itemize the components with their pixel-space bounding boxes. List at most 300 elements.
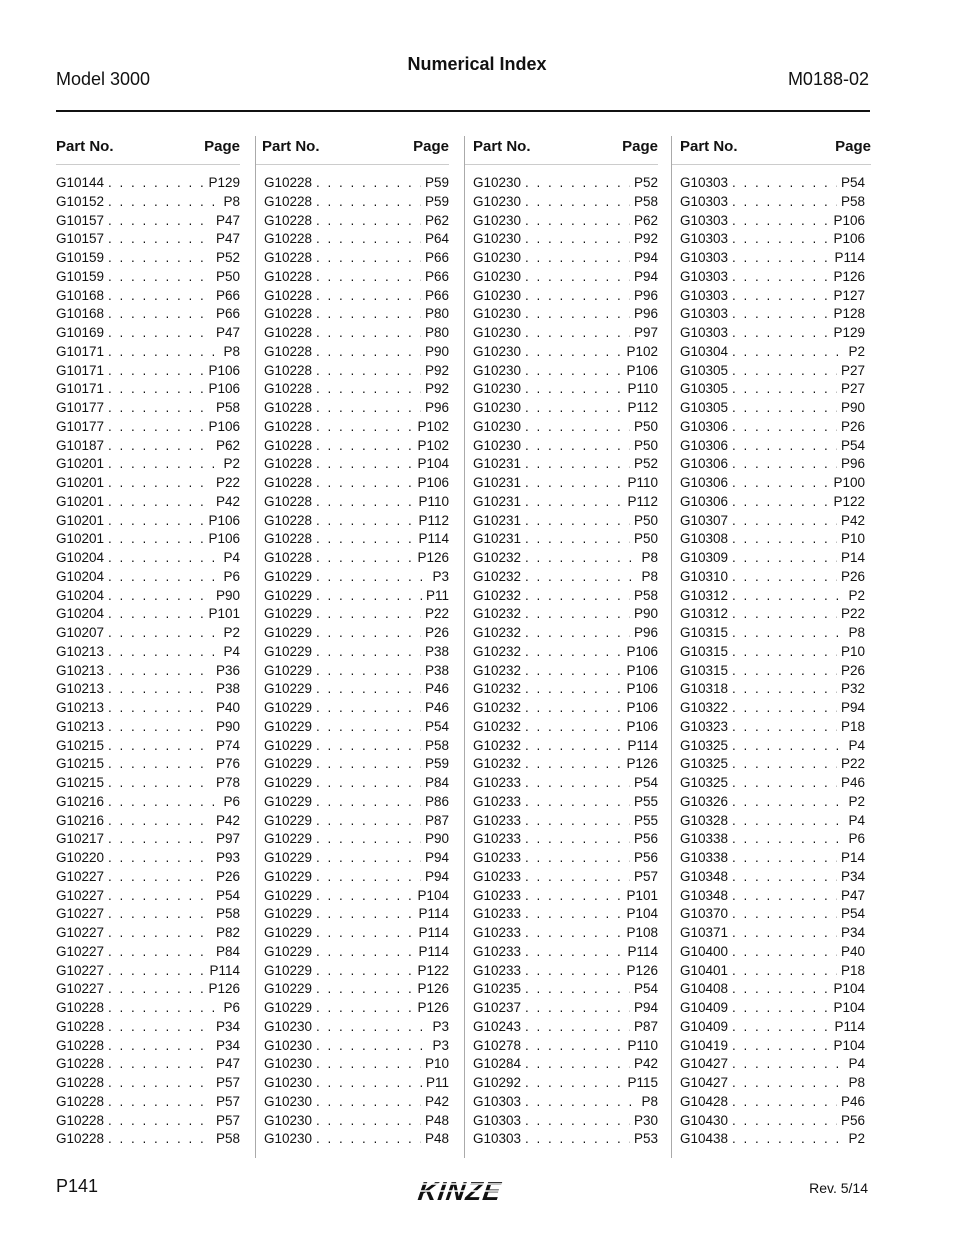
index-entry <box>473 1074 658 1093</box>
part-number: G10306 <box>680 493 729 509</box>
dot-leader <box>316 1130 421 1149</box>
index-entry <box>473 980 658 999</box>
dot-leader <box>525 549 637 568</box>
part-number: G10370 <box>680 906 729 922</box>
page-reference: P80 <box>424 306 449 322</box>
index-entry <box>680 1074 865 1093</box>
dot-leader <box>525 1130 630 1149</box>
page-reference: P14 <box>840 550 865 565</box>
page-reference: P54 <box>840 175 865 190</box>
dot-leader <box>732 249 830 268</box>
part-number: G10233 <box>473 887 522 903</box>
index-entry <box>680 812 865 831</box>
index-entry <box>473 793 658 812</box>
part-number: G10306 <box>680 418 729 434</box>
index-entry <box>264 418 449 437</box>
page-reference: P106 <box>626 718 658 734</box>
part-number: G10228 <box>264 400 313 415</box>
part-number: G10177 <box>56 418 105 434</box>
part-number: G10228 <box>264 325 313 340</box>
dot-leader <box>525 418 630 437</box>
part-number: G10235 <box>473 981 522 997</box>
dot-leader <box>108 530 204 549</box>
part-number: G10220 <box>56 850 105 865</box>
index-entry <box>264 905 449 924</box>
page-reference: P30 <box>633 1112 658 1128</box>
dot-leader <box>316 1055 421 1074</box>
index-entry <box>473 755 658 774</box>
dot-leader <box>732 624 844 643</box>
page-reference: P93 <box>215 850 240 865</box>
part-number: G10229 <box>264 568 313 584</box>
page-title: Numerical Index <box>407 54 547 74</box>
index-entry <box>264 793 449 812</box>
part-number: G10303 <box>680 325 729 340</box>
dot-leader <box>316 849 421 868</box>
index-entry <box>680 1112 865 1131</box>
index-entry <box>264 287 449 306</box>
index-entry <box>56 230 240 249</box>
part-number: G10228 <box>264 175 313 190</box>
index-entry <box>264 924 449 943</box>
dot-leader <box>316 887 413 906</box>
dot-leader <box>108 830 212 849</box>
index-entry <box>56 662 240 681</box>
dot-leader <box>525 174 630 193</box>
dot-leader <box>108 455 219 474</box>
part-number: G10229 <box>264 906 313 922</box>
part-number: G10228 <box>56 1000 105 1015</box>
dot-leader <box>108 474 212 493</box>
part-number: G10306 <box>680 456 729 472</box>
page-reference: P52 <box>215 250 240 265</box>
index-entry <box>680 755 865 774</box>
part-number: G10228 <box>264 250 313 265</box>
index-entry <box>264 474 449 493</box>
index-entry <box>264 1130 449 1149</box>
part-number: G10213 <box>56 700 105 715</box>
index-entry <box>56 437 240 456</box>
page-reference: P18 <box>840 718 865 734</box>
dot-leader <box>316 718 421 737</box>
page-reference: P50 <box>633 531 658 547</box>
page-reference: P104 <box>417 456 449 472</box>
dot-leader <box>732 380 837 399</box>
index-entry <box>680 362 865 381</box>
index-entry <box>264 868 449 887</box>
part-number: G10215 <box>56 737 105 753</box>
dot-leader <box>732 605 837 624</box>
part-number: G10228 <box>56 1093 105 1109</box>
index-entry <box>473 380 658 399</box>
index-entry <box>680 718 865 737</box>
part-number: G10213 <box>56 718 105 734</box>
dot-leader <box>108 268 212 287</box>
page-reference: P97 <box>633 325 658 340</box>
index-entry <box>264 343 449 362</box>
part-number: G10230 <box>473 325 522 340</box>
index-entry <box>56 549 240 568</box>
page-reference: P58 <box>840 193 865 209</box>
dot-leader <box>108 1055 212 1074</box>
dot-leader <box>108 362 204 381</box>
index-entry <box>680 793 865 812</box>
dot-leader <box>316 980 413 999</box>
dot-leader <box>108 174 204 193</box>
dot-leader <box>108 662 212 681</box>
page-reference: P106 <box>833 212 865 228</box>
dot-leader <box>525 437 630 456</box>
page-reference: P54 <box>840 906 865 922</box>
page-reference: P3 <box>432 568 449 584</box>
dot-leader <box>316 774 421 793</box>
page-reference: P122 <box>417 962 449 978</box>
index-entry <box>56 380 240 399</box>
dot-leader <box>108 287 212 306</box>
index-entry <box>473 812 658 831</box>
page-reference: P8 <box>641 1093 658 1109</box>
part-number: G10171 <box>56 343 105 359</box>
dot-leader <box>316 924 414 943</box>
part-number: G10232 <box>473 550 522 565</box>
index-entry <box>264 549 449 568</box>
page-reference: P47 <box>215 325 240 340</box>
part-number: G10305 <box>680 400 729 415</box>
dot-leader <box>316 249 421 268</box>
page-reference: P66 <box>215 287 240 303</box>
part-number: G10303 <box>680 306 729 322</box>
part-number: G10229 <box>264 643 313 659</box>
page-reference: P58 <box>633 587 658 603</box>
dot-leader <box>108 793 219 812</box>
page-reference: P80 <box>424 325 449 340</box>
part-number: G10204 <box>56 550 105 565</box>
page-reference: P22 <box>840 756 865 772</box>
index-entry <box>473 1130 658 1149</box>
index-entry <box>680 174 865 193</box>
page-reference: P26 <box>840 418 865 434</box>
index-entry <box>473 605 658 624</box>
index-entry <box>680 343 865 362</box>
page-reference: P11 <box>425 1075 449 1090</box>
index-entry <box>264 1112 449 1131</box>
dot-leader <box>316 737 421 756</box>
dot-leader <box>108 643 219 662</box>
dot-leader <box>108 380 204 399</box>
page-reference: P6 <box>223 793 240 809</box>
dot-leader <box>108 1037 212 1056</box>
page-reference: P40 <box>840 943 865 959</box>
dot-leader <box>316 1074 422 1093</box>
part-number: G10229 <box>264 962 313 978</box>
dot-leader <box>108 418 204 437</box>
page-reference: P47 <box>215 1056 240 1072</box>
part-number: G10232 <box>473 718 522 734</box>
index-column-2 <box>255 136 449 1158</box>
index-entry <box>56 1074 240 1093</box>
part-number: G10204 <box>56 587 105 603</box>
part-number: G10232 <box>473 662 522 678</box>
dot-leader <box>108 605 204 624</box>
dot-leader <box>732 774 837 793</box>
index-entry <box>56 812 240 831</box>
index-entry <box>473 680 658 699</box>
index-columns <box>56 136 870 1158</box>
page-reference: P48 <box>424 1112 449 1128</box>
page-reference: P106 <box>626 681 658 697</box>
dot-leader <box>108 343 219 362</box>
page-reference: P114 <box>209 962 240 978</box>
dot-leader <box>525 212 630 231</box>
page-reference: P38 <box>215 681 240 697</box>
page-reference: P114 <box>627 943 658 959</box>
part-number: G10228 <box>56 1112 105 1128</box>
dot-leader <box>108 737 212 756</box>
index-entry <box>56 512 240 531</box>
page-reference: P3 <box>432 1018 449 1034</box>
index-entry <box>680 999 865 1018</box>
part-number: G10309 <box>680 550 729 565</box>
page-reference: P2 <box>848 1131 865 1147</box>
part-number: G10338 <box>680 850 729 865</box>
part-number: G10438 <box>680 1131 729 1147</box>
dot-leader <box>525 268 630 287</box>
index-entry <box>680 587 865 606</box>
part-number: G10303 <box>680 212 729 228</box>
part-number: G10229 <box>264 981 313 997</box>
index-entry <box>680 455 865 474</box>
part-number: G10305 <box>680 362 729 378</box>
part-number: G10228 <box>264 362 313 378</box>
part-number: G10230 <box>473 193 522 209</box>
index-entry <box>264 305 449 324</box>
part-number: G10233 <box>473 943 522 959</box>
part-number: G10229 <box>264 718 313 734</box>
index-entry <box>680 437 865 456</box>
part-number: G10177 <box>56 400 105 415</box>
page-reference: P106 <box>208 362 240 378</box>
dot-leader <box>525 305 630 324</box>
part-no-header: Part No. <box>56 138 114 155</box>
revision-label: Rev. 5/14 <box>809 1180 868 1196</box>
index-entry <box>56 399 240 418</box>
page-reference: P101 <box>208 606 240 622</box>
dot-leader <box>108 587 212 606</box>
index-entry <box>264 212 449 231</box>
dot-leader <box>732 887 837 906</box>
page-reference: P112 <box>418 512 449 528</box>
part-number: G10419 <box>680 1037 729 1053</box>
part-number: G10228 <box>264 212 313 228</box>
page-reference: P104 <box>833 981 865 997</box>
dot-leader <box>108 718 212 737</box>
part-number: G10231 <box>473 493 522 509</box>
dot-leader <box>732 793 844 812</box>
part-number: G10227 <box>56 906 105 922</box>
page-reference: P126 <box>208 981 240 997</box>
part-number: G10230 <box>264 1018 313 1034</box>
part-number: G10303 <box>680 250 729 265</box>
index-entry <box>473 493 658 512</box>
part-number: G10232 <box>473 681 522 697</box>
page-reference: P18 <box>840 962 865 978</box>
part-number: G10322 <box>680 700 729 715</box>
part-number: G10187 <box>56 437 105 453</box>
page-reference: P112 <box>627 400 658 415</box>
dot-leader <box>732 980 829 999</box>
part-number: G10228 <box>264 475 313 490</box>
index-entry <box>680 568 865 587</box>
page-reference: P42 <box>215 812 240 828</box>
page-reference: P126 <box>417 1000 449 1015</box>
page-reference: P58 <box>215 400 240 415</box>
page-reference: P6 <box>223 1000 240 1015</box>
part-number: G10201 <box>56 493 105 509</box>
part-number: G10303 <box>680 175 729 190</box>
page-reference: P46 <box>424 700 449 715</box>
part-number: G10201 <box>56 475 105 490</box>
part-number: G10229 <box>264 831 313 847</box>
dot-leader <box>732 755 837 774</box>
dot-leader <box>316 868 421 887</box>
dot-leader <box>732 530 837 549</box>
dot-leader <box>316 793 421 812</box>
page-reference: P8 <box>641 550 658 565</box>
index-entry <box>56 962 240 981</box>
page-reference: P54 <box>633 981 658 997</box>
index-entry <box>56 362 240 381</box>
page-reference: P90 <box>215 587 240 603</box>
page-reference: P74 <box>215 737 240 753</box>
dot-leader <box>316 999 413 1018</box>
page-reference: P22 <box>840 606 865 622</box>
page-reference: P56 <box>633 831 658 847</box>
part-number: G10230 <box>264 1075 313 1090</box>
dot-leader <box>316 680 421 699</box>
page-reference: P62 <box>215 437 240 453</box>
page-reference: P90 <box>424 831 449 847</box>
dot-leader <box>732 568 837 587</box>
index-entry <box>680 399 865 418</box>
page-reference: P92 <box>633 231 658 247</box>
dot-leader <box>316 212 421 231</box>
dot-leader <box>525 287 630 306</box>
index-entry <box>56 1055 240 1074</box>
index-entry <box>56 174 240 193</box>
dot-leader <box>525 737 623 756</box>
index-entry <box>56 718 240 737</box>
index-entry <box>264 643 449 662</box>
part-number: G10231 <box>473 475 522 490</box>
page-reference: P54 <box>424 718 449 734</box>
dot-leader <box>108 962 205 981</box>
dot-leader <box>732 943 837 962</box>
page-reference: P34 <box>215 1018 240 1034</box>
part-number: G10207 <box>56 625 105 640</box>
page-reference: P110 <box>627 1037 658 1053</box>
part-number: G10227 <box>56 962 105 978</box>
page-reference: P4 <box>223 550 240 565</box>
page-reference: P8 <box>848 625 865 640</box>
dot-leader <box>732 437 837 456</box>
index-entry <box>264 718 449 737</box>
dot-leader <box>732 174 837 193</box>
part-number: G10157 <box>56 231 105 247</box>
part-number: G10201 <box>56 531 105 547</box>
dot-leader <box>525 399 623 418</box>
part-number: G10408 <box>680 981 729 997</box>
part-number: G10430 <box>680 1112 729 1128</box>
page-reference: P96 <box>840 456 865 472</box>
index-entry <box>264 324 449 343</box>
index-entry <box>264 230 449 249</box>
part-number: G10278 <box>473 1037 522 1053</box>
part-number: G10227 <box>56 868 105 884</box>
index-entry <box>264 774 449 793</box>
dot-leader <box>525 193 630 212</box>
page-reference: P42 <box>424 1093 449 1109</box>
page-reference: P108 <box>626 925 658 940</box>
dot-leader <box>316 662 421 681</box>
part-number: G10303 <box>680 231 729 247</box>
index-entry <box>680 887 865 906</box>
dot-leader <box>525 887 622 906</box>
dot-leader <box>316 193 421 212</box>
index-entry <box>56 699 240 718</box>
part-number: G10237 <box>473 1000 522 1015</box>
dot-leader <box>732 1037 829 1056</box>
index-entry <box>473 287 658 306</box>
page-reference: P114 <box>418 906 449 922</box>
part-number: G10307 <box>680 512 729 528</box>
index-entry <box>56 924 240 943</box>
page-reference: P66 <box>424 268 449 284</box>
dot-leader <box>108 324 212 343</box>
dot-leader <box>108 868 212 887</box>
page-reference: P87 <box>633 1018 658 1034</box>
dot-leader <box>108 849 212 868</box>
dot-leader <box>108 887 212 906</box>
part-number: G10229 <box>264 625 313 640</box>
part-number: G10325 <box>680 775 729 790</box>
part-number: G10213 <box>56 662 105 678</box>
dot-leader <box>108 493 212 512</box>
dot-leader <box>732 474 829 493</box>
index-rows <box>56 174 240 1149</box>
index-entry <box>56 680 240 699</box>
dot-leader <box>108 1074 212 1093</box>
part-number: G10230 <box>473 362 522 378</box>
part-number: G10230 <box>473 381 522 397</box>
index-entry <box>680 624 865 643</box>
index-entry <box>56 324 240 343</box>
part-number: G10232 <box>473 625 522 640</box>
page-reference: P54 <box>633 775 658 790</box>
dot-leader <box>525 924 622 943</box>
part-number: G10230 <box>473 287 522 303</box>
dot-leader <box>525 662 622 681</box>
index-entry <box>473 418 658 437</box>
part-number: G10230 <box>473 437 522 453</box>
part-number: G10229 <box>264 925 313 940</box>
page-reference: P62 <box>633 212 658 228</box>
index-entry <box>56 605 240 624</box>
part-number: G10230 <box>473 250 522 265</box>
page-reference: P86 <box>424 793 449 809</box>
page-reference: P14 <box>840 850 865 865</box>
index-entry <box>56 249 240 268</box>
part-number: G10233 <box>473 868 522 884</box>
